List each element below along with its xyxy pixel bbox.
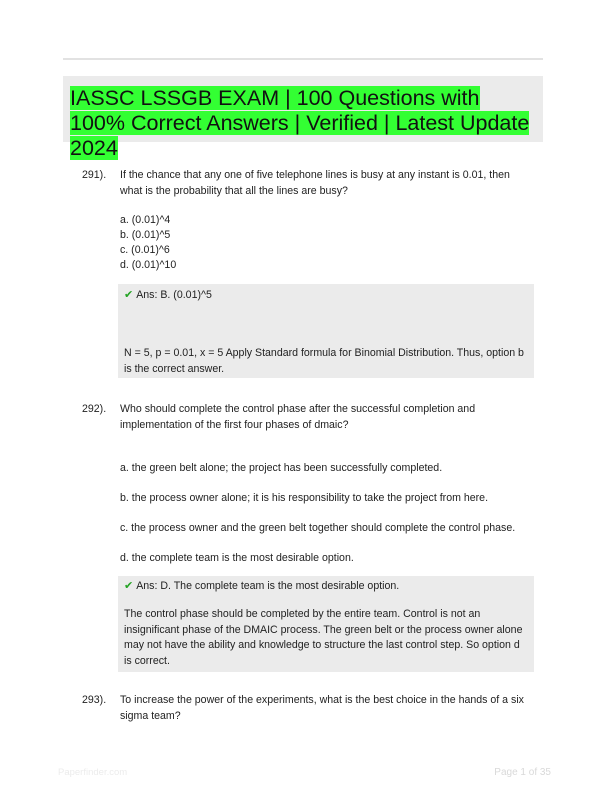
- option-a: a. the green belt alone; the project has been successfully completed.: [120, 462, 443, 474]
- answer-box-292: [118, 576, 534, 672]
- question-number: 292).: [82, 403, 107, 415]
- question-text: If the chance that any one of five telephone lines is busy at any instant is 0.01, then what is the probability that all the lines are busy?: [120, 169, 510, 197]
- option-d: d. (0.01)^10: [120, 259, 177, 271]
- option-b: b. the process owner alone; it is his responsibility to take the project from here.: [120, 492, 489, 504]
- option-c: c. the process owner and the green belt together should complete the control phase.: [120, 522, 516, 534]
- question-text: Who should complete the control phase after the successful completion and implementation of the first four phases of dmaic?: [120, 403, 476, 431]
- answer-explanation: The control phase should be completed by the entire team. Control is not an insignificant phase of the DMAIC process. The green belt or the process owner alone may not have the ability and knowledge to structure the last control step. So option d is correct.: [124, 608, 523, 667]
- answer-line: [124, 288, 212, 301]
- page-number: Page 1 of 35: [494, 767, 551, 778]
- question-number: 291).: [82, 169, 107, 181]
- footer-watermark: Paperfinder.com: [58, 767, 128, 778]
- check-icon: ✔: [124, 580, 134, 592]
- question-text: To increase the power of the experiments, what is the best choice in the hands of a six sigma team?: [120, 694, 524, 722]
- option-b: b. (0.01)^5: [120, 229, 171, 241]
- answer-line: [124, 579, 399, 592]
- option-d: d. the complete team is the most desirable option.: [120, 552, 354, 564]
- answer-box-291: [118, 284, 534, 378]
- question-number: 293).: [82, 694, 107, 706]
- title-highlight: IASSC LSSGB EXAM | 100 Questions with 100% Correct Answers | Verified | Latest Update 2024: [70, 86, 530, 160]
- answer-text: Ans: D. The complete team is the most desirable option.: [136, 580, 400, 592]
- answer-explanation: N = 5, p = 0.01, x = 5 Apply Standard formula for Binomial Distribution. Thus, option b is the correct answer.: [124, 347, 524, 375]
- option-a: a. (0.01)^4: [120, 214, 171, 226]
- top-divider: [63, 58, 543, 60]
- option-c: c. (0.01)^6: [120, 244, 170, 256]
- check-icon: ✔: [124, 289, 134, 301]
- document-title: [70, 86, 540, 161]
- answer-text: Ans: B. (0.01)^5: [136, 289, 212, 301]
